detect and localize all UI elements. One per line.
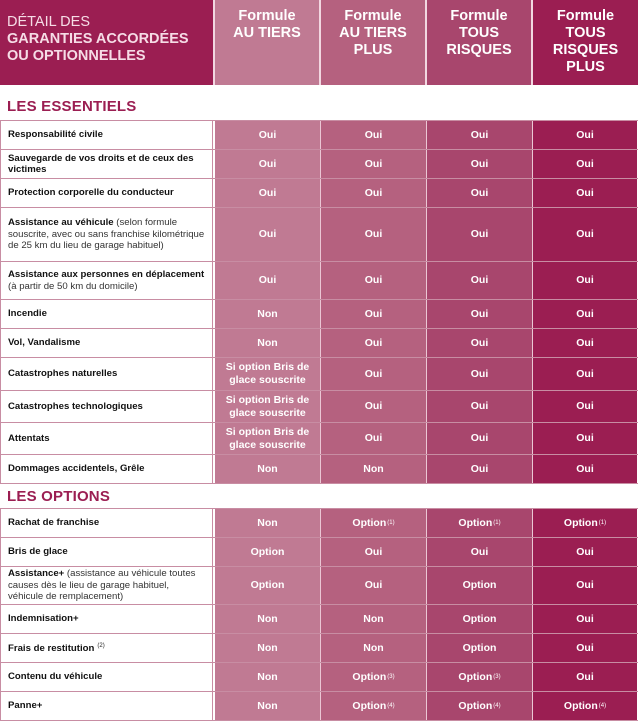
cell-oui [532,329,637,357]
table-row [0,149,638,178]
row-label [0,150,213,178]
row-label [0,455,213,483]
cell-oui [532,663,637,691]
row-label-detail: (assistance au véhicule toutes causes dès le lieu de garage habituel, véhicule de remplacement) [8,568,196,603]
column-header-line: TOUS [565,25,606,41]
row-label-main: Sauvegarde de vos droits et de ceux des victimes [8,152,194,175]
cell-option [532,692,637,720]
row-label-detail: (à partir de 50 km du domicile) [8,280,138,292]
cell-value: Oui [470,157,489,170]
cell-oui [320,391,426,422]
table-row [0,390,638,422]
column-header-line: RISQUES [552,42,619,58]
row-label [0,567,213,604]
cell-non [215,455,320,483]
cell-value: Non [363,612,384,625]
cell-value: Option [462,641,497,654]
footnote-ref: (1) [598,519,607,526]
cell-value: Oui [364,307,383,320]
cell-value: Oui [576,128,594,141]
cell-value: Oui [258,157,277,170]
row-label [0,423,213,454]
cell-value: Oui [470,128,489,141]
header-title-line2: GARANTIES ACCORDÉES [7,31,189,47]
row-label-main: Indemnisation+ [8,613,79,625]
row-label [0,179,213,207]
cell-value: Oui [470,274,489,287]
footnote-ref: (1) [493,519,501,526]
table-row [0,454,638,484]
cell-value: Oui [364,367,383,380]
cell-oui [532,423,637,454]
footnote-ref: (4) [598,702,607,709]
cell-non [215,692,320,720]
column-header-line: AU TIERS [233,25,301,41]
cell-value: Oui [576,670,594,683]
row-label [0,391,213,422]
column-header-au-tiers-plus [319,0,425,85]
row-label [0,663,213,691]
cell-value: Oui [364,579,383,592]
section-title-options: LES OPTIONS [7,488,111,505]
column-header-line: Formule [344,8,402,24]
row-label-main: Assistance au véhicule [8,217,114,229]
row-label [0,208,213,261]
cell-value: Oui [576,400,594,413]
cell-option [320,692,426,720]
cell-oui [532,455,637,483]
cell-value: Oui [258,228,277,241]
footnote-ref: (3) [493,673,501,680]
cell-value: Oui [576,274,594,287]
cell-value: Oui [470,400,489,413]
row-label [0,634,213,662]
cell-value: Oui [470,186,489,199]
footnote-ref: (4) [493,702,501,709]
row-label-main: Assistance aux personnes en déplacement [8,269,205,280]
cell-option [426,509,532,537]
cell-oui [320,150,426,178]
cell-value: Option [458,699,493,712]
table-row [0,422,638,454]
cell-value: Non [257,641,278,654]
table-row [0,537,638,566]
cell-value: Oui [576,367,594,380]
cell-non [320,634,426,662]
cell-value: Oui [576,641,594,654]
cell-oui [320,300,426,328]
cell-value: Oui [364,432,383,445]
footnote-ref: (4) [387,702,395,709]
table-row [0,604,638,633]
cell-option [215,567,320,604]
cell-option [320,509,426,537]
cell-oui [215,121,320,149]
cell-option [532,509,637,537]
cell-value: Option [563,516,598,529]
cell-oui [532,262,637,299]
row-label [0,605,213,633]
row-label-main: Bris de glace [8,546,68,558]
cell-value: Oui [576,228,594,241]
row-label [0,692,213,720]
header-title-line3: OU OPTIONNELLES [7,48,146,64]
cell-option [426,634,532,662]
row-label-main: Assistance+ [8,568,65,580]
column-header-line: PLUS [566,59,605,75]
cell-oui [320,121,426,149]
cell-value: Option [250,545,285,558]
table-row [0,357,638,390]
cell-value: Non [257,670,278,683]
cell-oui [426,179,532,207]
cell-value: Non [257,307,278,320]
cell-oui [426,300,532,328]
cell-value: Oui [576,336,594,349]
table-row [0,691,638,721]
cell-oui [215,150,320,178]
cell-oui [532,358,637,390]
cell-value: Oui [364,545,383,558]
cell-oui [532,121,637,149]
table-row [0,261,638,299]
cell-oui [426,262,532,299]
cell-value: Non [363,462,384,475]
cell-oui [320,262,426,299]
table-row [0,120,638,149]
cell-oui [426,358,532,390]
row-label-main: Attentats [8,432,50,444]
row-label [0,262,213,299]
section-title-essentiels: LES ESSENTIELS [7,98,137,115]
cell-si [215,358,320,390]
cell-value: Oui [364,186,383,199]
cell-value: Oui [258,274,277,287]
cell-oui [320,358,426,390]
column-header-line: Formule [238,8,296,24]
cell-value: Oui [576,462,594,475]
row-label-main: Contenu du véhicule [8,671,103,683]
cell-si [215,391,320,422]
cell-value: Oui [258,186,277,199]
cell-oui [426,121,532,149]
cell-value: Oui [364,228,383,241]
cell-value: Oui [364,128,383,141]
cell-value: Oui [364,336,383,349]
cell-value: Option [458,670,493,683]
row-label-main: Rachat de franchise [8,517,100,529]
cell-option [426,567,532,604]
row-label [0,329,213,357]
column-header-line: Formule [450,8,508,24]
cell-value: Oui [470,432,489,445]
cell-value: Non [257,462,278,475]
cell-oui [215,179,320,207]
row-label-main: Vol, Vandalisme [8,337,81,349]
cell-oui [215,208,320,261]
cell-oui [320,567,426,604]
cell-value: Si option Bris de glace souscrite [225,361,310,386]
cell-oui [532,179,637,207]
cell-non [215,605,320,633]
options-table [0,508,638,721]
cell-value: Oui [470,462,489,475]
footnote-ref: (3) [387,673,395,680]
row-label [0,509,213,537]
cell-value: Non [257,699,278,712]
cell-oui [532,150,637,178]
cell-value: Oui [364,157,383,170]
table-row [0,508,638,537]
cell-oui [426,538,532,566]
column-header-line: AU TIERS [339,25,407,41]
essentiels-table [0,120,638,484]
column-header-line: PLUS [353,42,393,58]
cell-value: Oui [576,579,594,592]
table-row [0,299,638,328]
table-row [0,207,638,261]
cell-value: Option [352,516,387,529]
cell-oui [532,567,637,604]
cell-value: Non [257,516,278,529]
cell-value: Oui [576,186,594,199]
row-label [0,358,213,390]
cell-value: Oui [576,432,594,445]
cell-non [320,605,426,633]
cell-value: Option [462,579,497,592]
cell-oui [320,423,426,454]
row-label-main: Frais de restitution [8,643,95,655]
cell-value: Oui [470,545,489,558]
cell-value: Option [352,699,387,712]
row-label [0,121,213,149]
row-label-detail: (selon formule souscrite, avec ou sans franchise kilométrique de 25 km du lieu de garage habituel) [8,217,205,252]
cell-value: Non [257,336,278,349]
cell-value: Non [257,612,278,625]
cell-oui [426,329,532,357]
cell-oui [320,538,426,566]
cell-non [215,663,320,691]
row-label-main: Protection corporelle du conducteur [8,187,174,199]
row-label-main: Catastrophes naturelles [8,368,118,380]
table-row [0,566,638,604]
cell-value: Oui [364,274,383,287]
column-header-line: TOUS [458,25,500,41]
cell-non [215,300,320,328]
cell-oui [426,150,532,178]
cell-oui [426,391,532,422]
cell-value: Option [462,612,497,625]
cell-oui [215,262,320,299]
column-header-tous-risques-plus [531,0,638,85]
column-header-tous-risques [425,0,531,85]
footnote-ref: (1) [387,519,395,526]
cell-oui [320,329,426,357]
table-row [0,662,638,691]
row-label-main: Dommages accidentels, Grêle [8,463,145,475]
cell-oui [426,208,532,261]
cell-oui [532,300,637,328]
row-label-main: Catastrophes technologiques [8,400,143,412]
cell-oui [532,538,637,566]
row-label [0,538,213,566]
cell-value: Oui [576,157,594,170]
cell-non [215,634,320,662]
cell-oui [320,208,426,261]
table-row [0,178,638,207]
cell-value: Non [363,641,384,654]
cell-oui [532,391,637,422]
cell-value: Oui [576,307,594,320]
table-header [0,0,638,85]
cell-value: Oui [470,336,489,349]
cell-value: Oui [470,367,489,380]
cell-non [215,329,320,357]
header-title-line1: DÉTAIL DES [7,14,90,30]
row-label [0,300,213,328]
cell-option [215,538,320,566]
cell-oui [532,605,637,633]
cell-value: Oui [470,228,489,241]
table-row [0,633,638,662]
cell-option [320,663,426,691]
cell-value: Oui [258,128,277,141]
cell-value: Option [458,516,493,529]
cell-value: Oui [364,400,383,413]
cell-value: Option [352,670,387,683]
cell-oui [532,208,637,261]
cell-value: Oui [470,307,489,320]
cell-non [320,455,426,483]
cell-oui [320,179,426,207]
column-header-line: RISQUES [446,42,512,58]
cell-si [215,423,320,454]
row-label-main: Panne+ [8,700,43,712]
column-header-au-tiers [213,0,319,85]
cell-non [215,509,320,537]
cell-value: Option [563,699,598,712]
cell-value: Si option Bris de glace souscrite [225,393,310,419]
cell-option [426,663,532,691]
cell-value: Oui [576,545,594,558]
cell-value: Si option Bris de glace souscrite [225,425,310,451]
row-label-main: Responsabilité civile [8,129,103,141]
footnote-ref: (2) [97,643,105,650]
cell-oui [426,455,532,483]
column-header-line: Formule [556,8,615,24]
cell-option [426,692,532,720]
cell-option [426,605,532,633]
table-row [0,328,638,357]
cell-value: Option [250,579,285,592]
row-label-main: Incendie [8,308,47,320]
cell-oui [532,634,637,662]
cell-value: Oui [576,612,594,625]
cell-oui [426,423,532,454]
header-title [0,0,213,85]
